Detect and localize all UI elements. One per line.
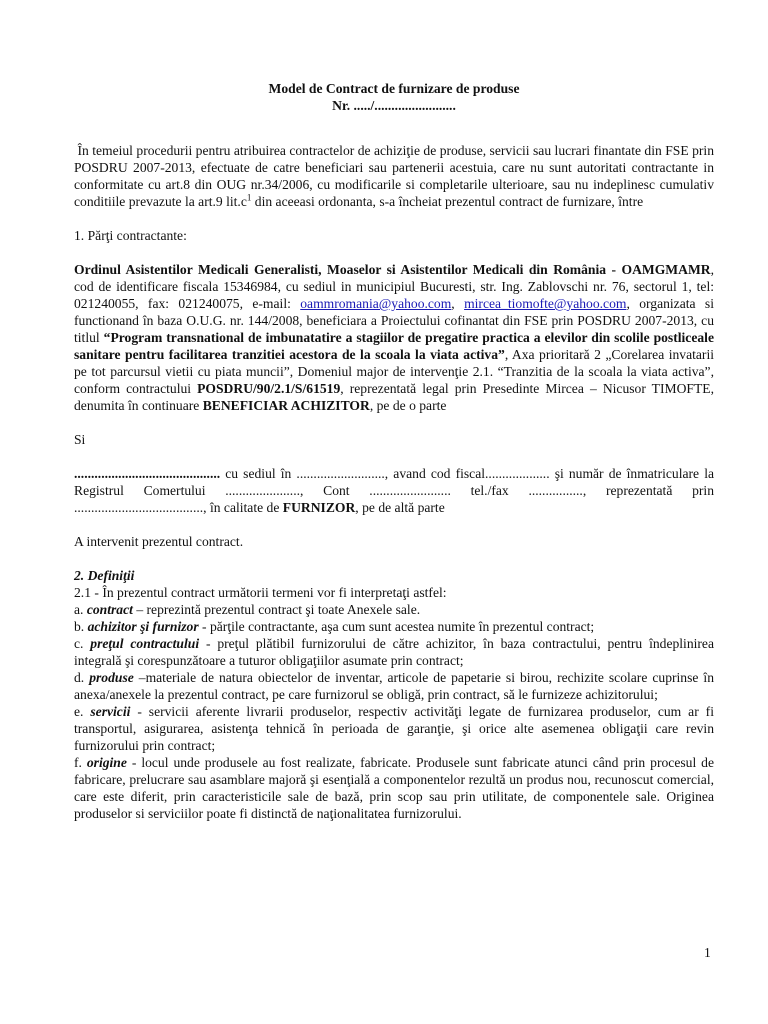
project-title: “Program transnational de imbunatatire a stagiilor de pregatire practica a elevilor din scolile postliceale sanitare pentru facilitarea tranzitiei acestora de la scoala la viata activa” [74, 330, 714, 362]
definition-item: f. origine - locul unde produsele au fost realizate, fabricate. Produsele sunt fabricate atunci când prin procesul de fabricare, prelucrare sau asamblare majoră şi esenţială a componentelor rezultă un produs nou, recunoscut comercial, care este diferit, prin caracteristicile sale de bază, prin scop sau prin utilitate, de componentele sale. Originea produselor si serviciilor poate fi distinctă de naţionalitatea furnizorului. [74, 755, 714, 821]
section2-intro: 2.1 - În prezentul contract următorii termeni vor fi interpretaţi astfel: [74, 585, 447, 600]
section1-heading: 1. Părţi contractante: [74, 228, 187, 243]
document-body [74, 80, 714, 822]
section2-heading: 2. Definiţii [74, 568, 135, 583]
beneficiary-role: BENEFICIAR ACHIZITOR [202, 398, 370, 413]
definition-item: e. servicii - servicii aferente livrarii produselor, respectiv activităţi legate de furnizarea produselor, cum ar fi transportul, asigurarea, asistenţa tehnică în perioada de garanţie, şi orice alte asemenea obligaţii care revin furnizorului prin contract; [74, 704, 714, 753]
page-number: 1 [704, 945, 711, 960]
definition-item: d. produse –materiale de natura obiectelor de inventar, articole de papetarie si birou, rechizite scolare cuprinse în anexa/anexele la prezentul contract, pe care furnizorul se obligă, prin contract, să le furnizeze achizitorului; [74, 670, 714, 702]
party-beneficiary-paragraph: Ordinul Asistentilor Medicali Generalisti, Moaselor si Asistentilor Medicali din România - OAMGMAMR, cod de identificare fiscala 15346984, cu sediul in municipiul Bucuresti, str. Ing. Zablovschi nr. 76, sectorul 1, tel: 021240055, fax: 021240075, e-mail: oammromania@yahoo.com, mircea_tiomofte@yahoo.com, organizata si functionand în baza O.U.G. nr. 144/2008, beneficiara a Proiectului cofinantat din FSE prin POSDRU 2007-2013, cu titlul “Program transnational de imbunatatire a stagiilor de pregatire practica a elevilor din scolile postliceale sanitare pentru facilitarea tranzitiei acestora de la scoala la viata activa”, Axa prioritară 2 „Corelarea invatarii pe tot parcursul vietii cu piata muncii”, Domeniul major de intervenţie 2.1. “Tranzitia de la scoala la viata activa”, conform contractului POSDRU/90/2.1/S/61519, reprezentată legal prin Presedinte Mircea – Nicusor TIMOFTE, denumita în continuare BENEFICIAR ACHIZITOR, pe de o parte [74, 262, 714, 413]
definitions-list [74, 601, 714, 822]
definition-item: b. achizitor şi furnizor - părţile contractante, aşa cum sunt acestea numite în prezentul contract; [74, 619, 595, 634]
si-conjunction: Si [74, 432, 86, 447]
document-title: Model de Contract de furnizare de produse [268, 81, 520, 96]
email-link-2[interactable]: mircea_tiomofte@yahoo.com [464, 296, 627, 311]
contract-code: POSDRU/90/2.1/S/61519 [197, 381, 341, 396]
contract-number: Nr. ...../........................ [332, 98, 456, 113]
definition-item: c. preţul contractului - preţul plătibil furnizorului de către achizitor, în baza contractului, pentru îndeplinirea integrală şi corespunzătoare a tuturor obligaţiilor asumate prin contract; [74, 636, 714, 668]
definition-item: a. contract – reprezintă prezentul contract şi toate Anexele sale. [74, 602, 421, 617]
footnote-marker: 1 [246, 192, 252, 203]
supplier-role: FURNIZOR [282, 500, 356, 515]
party-supplier-paragraph: ........................................... cu sediul în .........................., avand cod fiscal................... şi număr de înmatriculare la Registrul Comertului ......................, Cont ........................ tel./fax ................, reprezentată prin ......................................, în calitate de FURNIZOR, pe de altă parte [74, 466, 714, 515]
party-name: Ordinul Asistentilor Medicali Generalisti, Moaselor si Asistentilor Medicali din România - OAMGMAMR [74, 262, 711, 277]
intro-paragraph: În temeiul procedurii pentru atribuirea contractelor de achiziţie de produse, servicii sau lucrari finantate din FSE prin POSDRU 2007-2013, efectuate de catre beneficiari sau partenerii acestuia, care nu sunt autoritati contractante in conformitate cu art.8 din OUG nr.34/2006, cu modificarile si completarile ulterioare, sau nu indeplinesc cumulativ conditiile prevazute la art.9 $lit.c^1$ din aceeasi ordonanta, s-a încheiat prezentul contract de furnizare, între [74, 143, 714, 209]
email-link-1[interactable]: oammromania@yahoo.com [300, 296, 452, 311]
supplier-blank: ........................................... [74, 466, 221, 481]
agreement-statement: A intervenit prezentul contract. [74, 534, 244, 549]
